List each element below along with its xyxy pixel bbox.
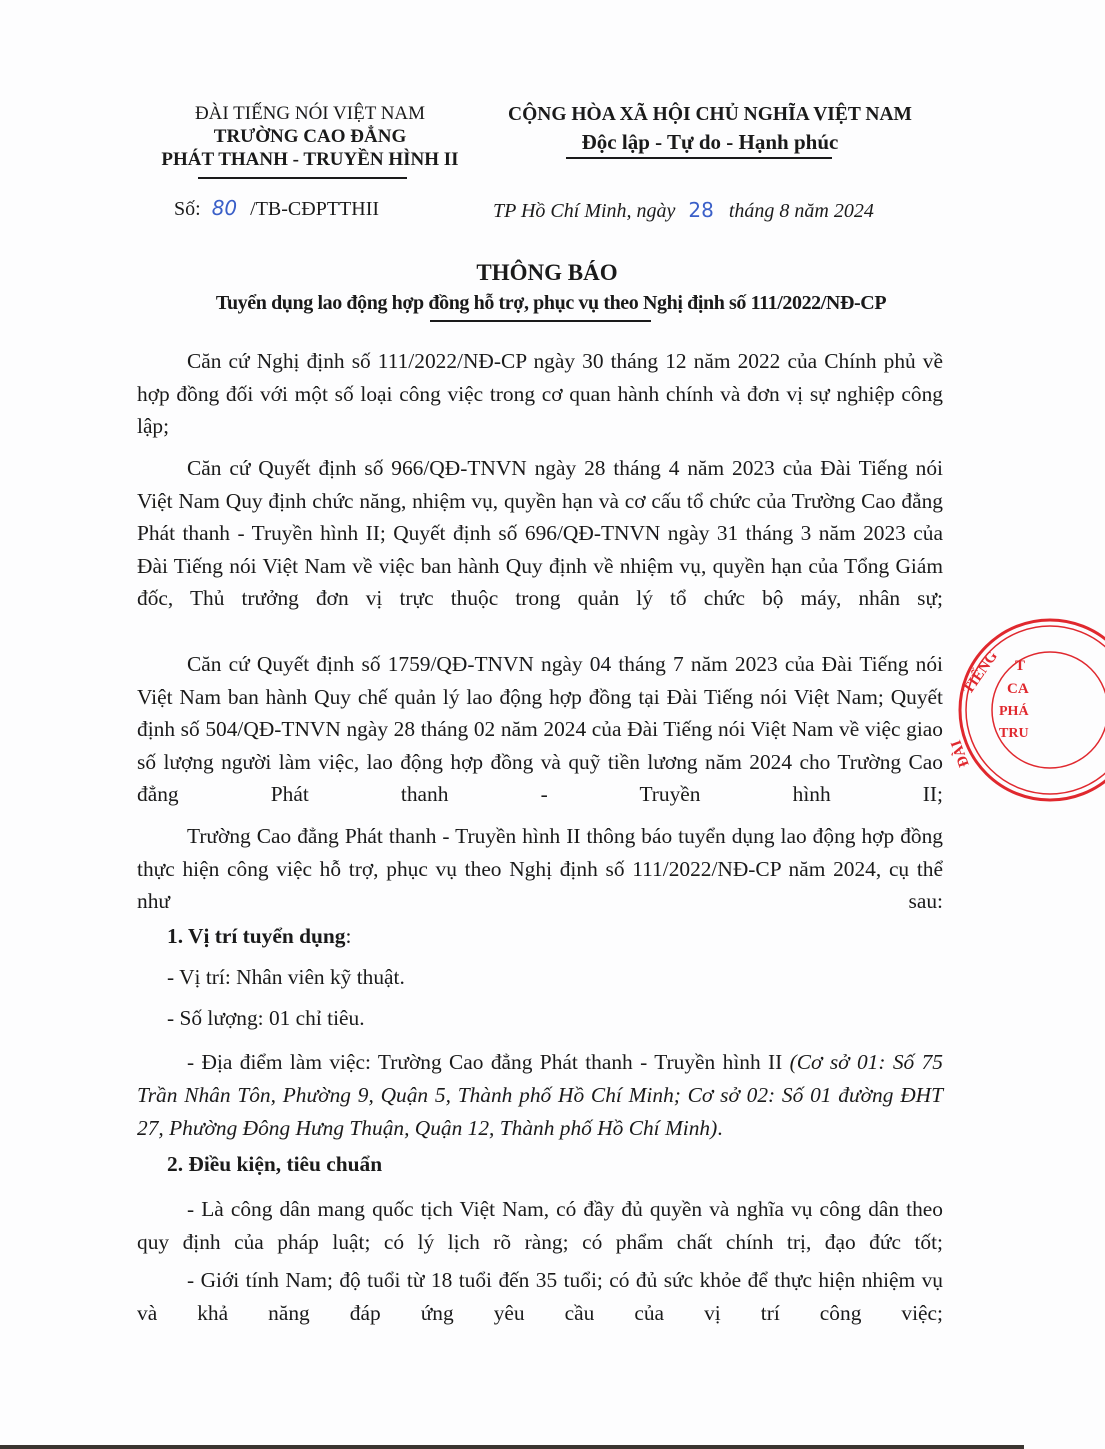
agency-name: ĐÀI TIẾNG NÓI VIỆT NAM <box>194 103 426 124</box>
location-item <box>137 1046 943 1145</box>
section-1-heading-colon: : <box>345 924 352 948</box>
section-1-heading <box>167 924 351 949</box>
date-suffix: tháng 8 năm 2024 <box>728 200 874 222</box>
stamp-arc-text-2: ĐÀI <box>948 737 973 770</box>
notice-subtitle: Tuyển dụng lao động hợp đồng hỗ trợ, phục vụ theo Nghị định số 111/2022/NĐ-CP <box>215 292 887 314</box>
handwritten-number: 80 <box>211 196 238 220</box>
stamp-inner-1: T <box>1015 658 1026 674</box>
position-item: - Vị trí: Nhân viên kỹ thuật. <box>167 965 405 989</box>
school-name-line1: TRƯỜNG CAO ĐẲNG <box>213 126 407 147</box>
section-1-heading-text: 1. Vị trí tuyển dụng <box>167 924 346 948</box>
location-prefix: - Địa điểm làm việc: Trường Cao đẳng Phát thanh - Truyền hình II <box>187 1050 790 1074</box>
notice-title: THÔNG BÁO <box>476 260 618 285</box>
stamp-inner-4: TRU <box>999 726 1029 741</box>
announcement-paragraph: Trường Cao đẳng Phát thanh - Truyền hình II thông báo tuyển dụng lao động hợp đồng thực hiện công việc hỗ trợ, phục vụ theo Nghị định số 111/2022/NĐ-CP năm 2024, cụ thể như sau: <box>137 824 943 913</box>
section-2-heading: 2. Điều kiện, tiêu chuẩn <box>167 1152 383 1176</box>
number-prefix: Số: <box>174 198 201 220</box>
header-right-rule <box>566 157 832 159</box>
country-name: CỘNG HÒA XÃ HỘI CHỦ NGHĨA VIỆT NAM <box>508 104 912 125</box>
scan-bottom-edge <box>0 1445 1024 1449</box>
header-left-rule <box>198 177 407 179</box>
legal-basis-paragraph-2: Căn cứ Quyết định số 966/QĐ-TNVN ngày 28 tháng 4 năm 2023 của Đài Tiếng nói Việt Nam Quy định chức năng, nhiệm vụ, quyền hạn và cơ cấu tổ chức của Trường Cao đẳng Phát thanh - Truyền hình II; Quyết định số 696/QĐ-TNVN ngày 31 tháng 3 năm 2023 của Đài Tiếng nói Việt Nam về việc ban hành Quy định về nhiệm vụ, quyền hạn của Tổng Giám đốc, Thủ trưởng đơn vị trực thuộc trong quản lý tổ chức bộ máy, nhân sự; <box>137 456 943 610</box>
location-end: . <box>717 1116 723 1140</box>
stamp-inner-2: CA <box>1007 681 1029 697</box>
stamp-arc-text-1: TIẾNG <box>960 648 1002 698</box>
legal-basis-paragraph-1: Căn cứ Nghị định số 111/2022/NĐ-CP ngày 30 tháng 12 năm 2022 của Chính phủ về hợp đồng đối với một số loại công việc trong cơ quan hành chính và đơn vị sự nghiệp công lập; <box>137 349 943 438</box>
school-name-line2: PHÁT THANH - TRUYỀN HÌNH II <box>161 149 459 170</box>
condition-item-2: - Giới tính Nam; độ tuổi từ 18 tuổi đến 35 tuổi; có đủ sức khỏe để thực hiện nhiệm vụ và khả năng đáp ứng yêu cầu của vị trí công việc; <box>137 1268 943 1325</box>
national-motto: Độc lập - Tự do - Hạnh phúc <box>581 130 839 154</box>
document-date <box>493 198 874 223</box>
date-prefix: TP Hồ Chí Minh, ngày <box>493 200 676 222</box>
stamp-inner-3: PHÁ <box>999 704 1029 719</box>
official-seal-graphic <box>948 615 1105 805</box>
handwritten-day: 28 <box>688 198 714 222</box>
location-address: (Cơ sở 01: Số 75 Trần Nhân Tôn, Phường 9, Quận 5, Thành phố Hồ Chí Minh; Cơ sở 02: Số 01 đường ĐHT 27, Phường Đông Hưng Thuận, Quận 12, Thành phố Hồ Chí Minh) <box>137 1050 944 1140</box>
condition-item-1: - Là công dân mang quốc tịch Việt Nam, có đầy đủ quyền và nghĩa vụ công dân theo quy định của pháp luật; có lý lịch rõ ràng; có phẩm chất chính trị, đạo đức tốt; <box>137 1197 943 1254</box>
quantity-item: - Số lượng: 01 chỉ tiêu. <box>167 1006 365 1030</box>
number-suffix: /TB-CĐPTTHII <box>250 198 380 220</box>
title-rule <box>430 320 651 322</box>
official-seal-stamp <box>948 615 1029 805</box>
document-number <box>174 196 379 221</box>
legal-basis-paragraph-3: Căn cứ Quyết định số 1759/QĐ-TNVN ngày 04 tháng 7 năm 2023 của Đài Tiếng nói Việt Nam ban hành Quy chế quản lý lao động hợp đồng tại Đài Tiếng nói Việt Nam; Quyết định số 504/QĐ-TNVN ngày 28 tháng 02 năm 2024 của Đài Tiếng nói Việt Nam về việc giao số lượng người làm việc, lao động hợp đồng và quỹ tiền lương năm 2024 cho Trường Cao đẳng Phát thanh - Truyền hình II; <box>137 652 943 806</box>
